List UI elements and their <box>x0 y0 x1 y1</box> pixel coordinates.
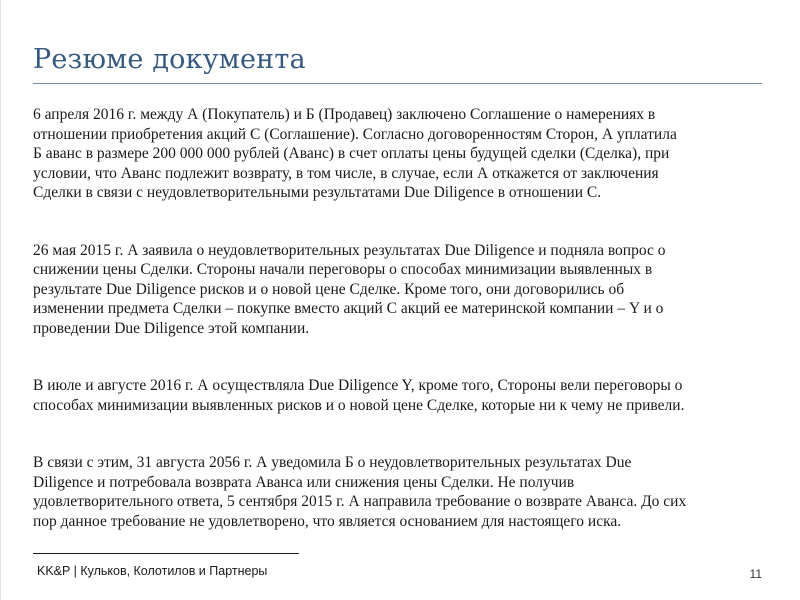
document-summary-body <box>33 105 778 531</box>
footer-divider <box>33 553 299 554</box>
page-number: 11 <box>749 567 762 581</box>
summary-paragraph-1: 6 апреля 2016 г. между А (Покупатель) и Б (Продавец) заключено Соглашение о намерениях в отношении приобретения акций С (Соглашение). Согласно договоренностям Сторон, А уплатила Б аванс в размере 200 000 000 рублей (Аванс) в счет оплаты цены будущей сделки (Сделка), при условии, что Аванс подлежит возврату, в том числе, в случае, если А откажется от заключения Сделки в связи с неудовлетворительными результатами Due Diligence в отношении С. <box>33 106 677 201</box>
title-divider <box>33 83 762 84</box>
summary-paragraph-2: 26 мая 2015 г. А заявила о неудовлетворительных результатах Due Diligence и подняла вопрос о снижении цены Сделки. Стороны начали переговоры о способах минимизации выявленных в результате Due Diligence рисков и о новой цене Сделке. Кроме того, они договорились об изменении предмета Сделки – покупке вместо акций С акций ее материнской компании – Y и о проведении Due Diligence этой компании. <box>33 241 666 337</box>
footer-company-name: KK&P | Кульков, Колотилов и Партнеры <box>37 564 268 578</box>
summary-paragraph-4: В связи с этим, 31 августа 2056 г. А уведомила Б о неудовлетворительных результатах Due Diligence и потребовала возврата Аванса или снижения цены Сделки. Не получив удовлетворительного ответа, 5 сентября 2015 г. А направила требование о возврате Аванса. До сих пор данное требование не удовлетворено, что является основанием для настоящего иска. <box>33 454 687 530</box>
summary-paragraph-3: В июле и августе 2016 г. А осуществляла Due Diligence Y, кроме того, Стороны вели переговоры о способах минимизации выявленных рисков и о новой цене Сделке, которые ни к чему не привели. <box>33 377 685 414</box>
slide-title: Резюме документа <box>33 44 306 75</box>
slide-border <box>0 0 1 600</box>
